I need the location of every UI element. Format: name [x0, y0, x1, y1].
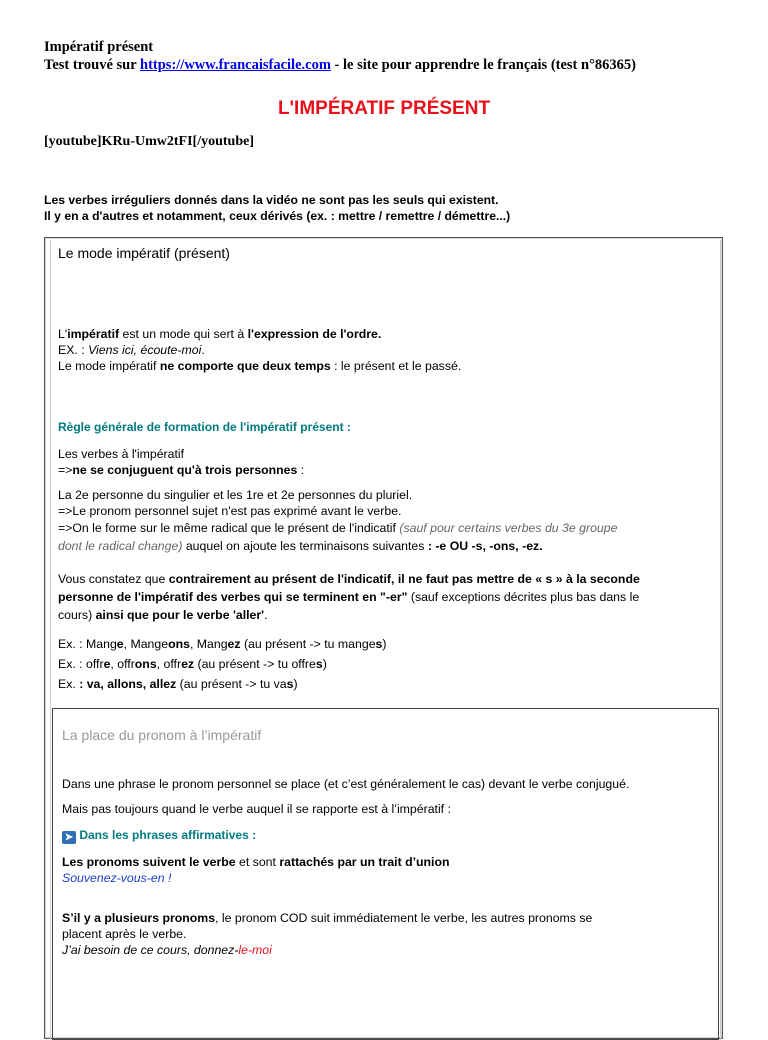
examples-list [58, 634, 387, 694]
site-link[interactable]: https://www.francaisfacile.com [140, 57, 331, 73]
example-line: Ex. : Mange, Mangeons, Mangez (au présent -> tu manges) [58, 637, 387, 651]
page-title: L'IMPÉRATIF PRÉSENT [277, 98, 491, 119]
rule-hyphen: Les pronoms suivent le verbe et sont rattachés par un trait d’union Souvenez-vous-en ! [62, 855, 450, 885]
rule-heading: Règle générale de formation de l'impératif présent : [58, 420, 351, 434]
paragraph-note: Vous constatez que contrairement au présent de l'indicatif, il ne faut pas mettre de « s » à la seconde personne de l'impératif des verbes qui se terminent en "-er" (sauf exceptions décrites plus bas dans le cours) ainsi que pour le verbe 'aller'. [58, 572, 640, 622]
paragraph-definition: L'impératif est un mode qui sert à l'expression de l'ordre. EX. : Viens ici, écoute-moi. Le mode impératif ne comporte que deux temps : le présent et le passé. [58, 327, 462, 373]
pronoun-paragraph-1: Dans une phrase le pronom personnel se place (et c’est généralement le cas) devant le verbe conjugué. [62, 777, 630, 791]
intro-text: Les verbes irréguliers donnés dans la vidéo ne sont pas les seuls qui existent. Il y en a d'autres et notamment, ceux dérivés (ex. : mettre / remettre / démettre...) [44, 193, 511, 223]
example-line: Ex. : va, allons, allez (au présent -> tu vas) [58, 677, 298, 691]
rule-multiple-pronouns: S’il y a plusieurs pronoms, le pronom COD suit immédiatement le verbe, les autres pronoms se placent après le verbe. J’ai besoin de ce cours, donnez-le-moi [62, 911, 593, 957]
youtube-embed-tag: [youtube]KRu-Umw2tFI[/youtube] [44, 134, 254, 149]
document-header [44, 38, 636, 74]
paragraph-persons: Les verbes à l'impératif =>ne se conjuguent qu'à trois personnes : [58, 447, 305, 477]
header-line-1: Impératif présent [44, 39, 154, 55]
header-line-2: Test trouvé sur https://www.francaisfacile.com - le site pour apprendre le français (test n°86365) [44, 57, 636, 73]
example-souvenez: Souvenez-vous-en ! [62, 871, 172, 885]
paragraph-formation: La 2e personne du singulier et les 1re et 2e personnes du pluriel. =>Le pronom personnel sujet n'est pas exprimé avant le verbe. =>On le forme sur le même radical que le présent de l'indicatif (sauf pour certains verbes du 3e groupe dont le radical change) auquel on ajoute les terminaisons suivantes : -e OU -s, -ons, -ez. [58, 488, 618, 553]
section-heading: Le mode impératif (présent) [58, 245, 230, 261]
affirmative-heading: ➤ Dans les phrases affirmatives : [62, 827, 256, 844]
right-arrow-icon: ➤ [62, 831, 76, 844]
pronoun-section-heading: La place du pronom à l’impératif [62, 727, 262, 743]
pronoun-paragraph-2: Mais pas toujours quand le verbe auquel il se rapporte est à l’impératif : [62, 802, 451, 816]
example-line: Ex. : offre, offrons, offrez (au présent -> tu offres) [58, 657, 327, 671]
